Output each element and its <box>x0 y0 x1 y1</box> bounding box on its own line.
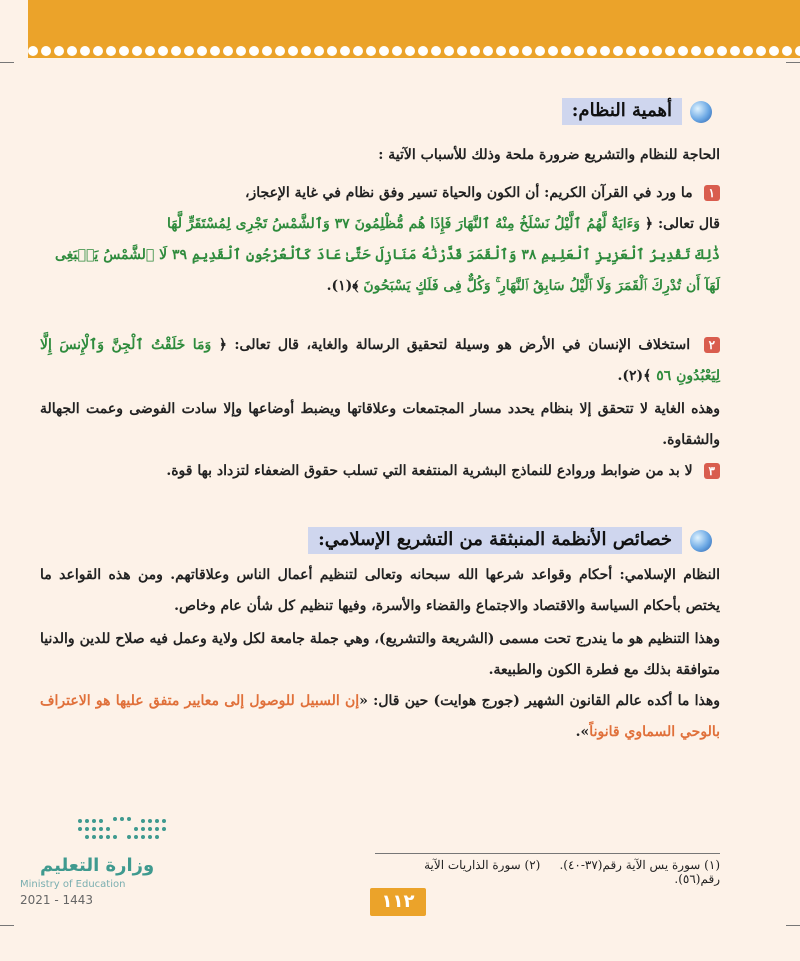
border-dot <box>743 46 753 56</box>
border-dot <box>327 46 337 56</box>
border-dot <box>28 46 38 56</box>
border-dot <box>652 46 662 56</box>
border-dot <box>730 46 740 56</box>
border-dot <box>288 46 298 56</box>
reason-number-badge: ٣ <box>704 463 720 479</box>
border-dot <box>600 46 610 56</box>
border-dot <box>392 46 402 56</box>
dotted-border <box>28 44 800 58</box>
border-dot <box>587 46 597 56</box>
quote-lead: وهذا ما أكده عالم القانون الشهير (جورج هوايت) حين قال: « <box>359 693 720 709</box>
paragraph-quote <box>40 686 720 748</box>
quran-verse: ذَٰلِكَ تَقْدِيرُ ٱلْعَزِيزِ ٱلْعَلِيمِ ٣٨ وَٱلْقَمَرَ قَدَّرْنَٰهُ مَنَازِلَ حَتَّىٰ عَادَ كَٱلْعُرْجُونِ ٱلْقَدِيمِ ٣٩ لَا ٱلشَّمْسُ يَنۢبَغِى <box>54 247 720 263</box>
logo-dots-icon <box>75 815 170 843</box>
border-dot <box>119 46 129 56</box>
border-dot <box>561 46 571 56</box>
heading-text: أهمية النظام: <box>562 98 682 125</box>
border-dot <box>249 46 259 56</box>
border-dot <box>574 46 584 56</box>
border-dot <box>470 46 480 56</box>
footnotes <box>375 858 720 886</box>
border-dot <box>236 46 246 56</box>
reason-text: ما ورد في القرآن الكريم: أن الكون والحياة تسير وفق نظام في غاية الإعجاز، <box>245 185 693 201</box>
border-dot <box>67 46 77 56</box>
paragraph-text: وهذا التنظيم هو ما يندرج تحت مسمى (الشريعة والتشريع)، وهي جملة جامعة لكل ولاية وعمل فيه صلاح للدين والدنيا متوافقة بذلك مع فطرة الكون والطبيعة. <box>40 631 720 678</box>
border-dot <box>54 46 64 56</box>
paragraph-sharia <box>40 624 720 686</box>
logo-subtitle: Ministry of Education <box>20 879 126 890</box>
reason-text: لا بد من ضوابط وروادع للنماذج البشرية المنتفعة التي تسلب حقوق الضعفاء لتزداد بها قوة. <box>166 463 693 479</box>
border-dot <box>444 46 454 56</box>
border-dot <box>782 46 792 56</box>
highlighted-quote: إن السبيل للوصول إلى معايير متفق عليها هو الاعتراف بالوحي السماوي قانوناً <box>40 693 720 740</box>
border-dot <box>795 46 800 56</box>
border-dot <box>353 46 363 56</box>
border-dot <box>548 46 558 56</box>
bullet-icon <box>690 530 712 552</box>
border-dot <box>340 46 350 56</box>
border-dot <box>418 46 428 56</box>
intro-text: الحاجة للنظام والتشريع ضرورة ملحة وذلك للأسباب الآتية : <box>378 147 720 163</box>
corner-cut <box>0 0 28 58</box>
border-dot <box>379 46 389 56</box>
border-dot <box>132 46 142 56</box>
border-dot <box>717 46 727 56</box>
border-dot <box>522 46 532 56</box>
border-dot <box>210 46 220 56</box>
border-dot <box>145 46 155 56</box>
note-text: وهذه الغاية لا تتحقق إلا بنظام يحدد مسار المجتمعات وعلاقاتها ويضبط أوضاعها وإلا سادت الفوضى وعمت الجهالة والشقاوة. <box>40 401 720 448</box>
border-dot <box>509 46 519 56</box>
border-dot <box>158 46 168 56</box>
verse-lead: قال تعالى: ﴿ <box>644 216 720 232</box>
verse-end: ﴾(٢). <box>617 368 652 384</box>
border-dot <box>691 46 701 56</box>
border-dot <box>197 46 207 56</box>
reason-1 <box>40 178 720 302</box>
heading-text: خصائص الأنظمة المنبثقة من التشريع الإسلامي: <box>308 527 682 554</box>
crop-mark <box>0 62 14 63</box>
border-dot <box>613 46 623 56</box>
footnote-2: (٢) سورة الذاريات الآية رقم(٥٦). <box>424 858 720 886</box>
border-dot <box>756 46 766 56</box>
border-dot <box>639 46 649 56</box>
border-dot <box>535 46 545 56</box>
quran-verse: وَءَايَةٌ لَّهُمُ ٱلَّيْلُ نَسْلَخُ مِنْهُ ٱلنَّهَارَ فَإِذَا هُم مُّظْلِمُونَ ٣٧ وَٱلشَّمْسُ تَجْرِى لِمُسْتَقَرٍّ لَّهَا <box>167 216 641 232</box>
border-dot <box>106 46 116 56</box>
footnote-divider <box>375 853 720 854</box>
bullet-icon <box>690 101 712 123</box>
section-heading-importance <box>562 98 712 125</box>
reason-number-badge: ٢ <box>704 337 720 353</box>
top-band <box>0 0 800 44</box>
footnote-1: (١) سورة يس الآية رقم(٣٧-٤٠). <box>559 858 720 872</box>
crop-mark <box>0 925 14 926</box>
note-paragraph <box>40 394 720 456</box>
border-dot <box>223 46 233 56</box>
logo-year: 2021 - 1443 <box>20 893 94 907</box>
border-dot <box>496 46 506 56</box>
border-dot <box>704 46 714 56</box>
intro-paragraph <box>40 140 720 171</box>
quote-end: ». <box>575 724 590 740</box>
border-dot <box>184 46 194 56</box>
border-dot <box>80 46 90 56</box>
border-dot <box>262 46 272 56</box>
verse-end: ﴾(١). <box>326 278 359 294</box>
crop-mark <box>786 62 800 63</box>
border-dot <box>93 46 103 56</box>
page-number: ١١٢ <box>370 888 426 916</box>
border-dot <box>405 46 415 56</box>
reason-text: استخلاف الإنسان في الأرض هو وسيلة لتحقيق الرسالة والغاية، قال تعالى: ﴿ <box>218 337 691 353</box>
border-dot <box>314 46 324 56</box>
border-dot <box>769 46 779 56</box>
border-dot <box>483 46 493 56</box>
reason-number-badge: ١ <box>704 185 720 201</box>
border-dot <box>665 46 675 56</box>
border-dot <box>275 46 285 56</box>
crop-mark <box>786 925 800 926</box>
quran-verse: وَمَا خَلَقْتُ ٱلْجِنَّ وَٱلْإِنسَ إِلَّا لِيَعْبُدُونِ ٥٦ <box>40 337 720 384</box>
border-dot <box>457 46 467 56</box>
paragraph-text: النظام الإسلامي: أحكام وقواعد شرعها الله سبحانه وتعالى لتنظيم أعمال الناس وعلاقاتهم. ومن هذه القواعد ما يختص بأحكام السياسة والاقتصاد والاجتماع والقضاء والأسرة، وفيها تنظيم كل شأن عام وخاص. <box>40 567 720 614</box>
border-dot <box>431 46 441 56</box>
border-dot <box>301 46 311 56</box>
reason-3 <box>40 456 720 487</box>
quran-verse: لَهَآ أَن تُدْرِكَ ٱلْقَمَرَ وَلَا ٱلَّيْلُ سَابِقُ ٱلنَّهَارِ ۚ وَكُلٌّ فِى فَلَكٍ يَسْبَحُونَ <box>363 278 720 294</box>
border-dot <box>678 46 688 56</box>
paragraph-definition <box>40 560 720 622</box>
border-dot <box>626 46 636 56</box>
logo-title: وزارة التعليم <box>40 855 155 876</box>
border-dot <box>366 46 376 56</box>
border-dot <box>171 46 181 56</box>
section-heading-characteristics <box>308 527 712 554</box>
reason-2 <box>40 330 720 392</box>
border-dot <box>41 46 51 56</box>
